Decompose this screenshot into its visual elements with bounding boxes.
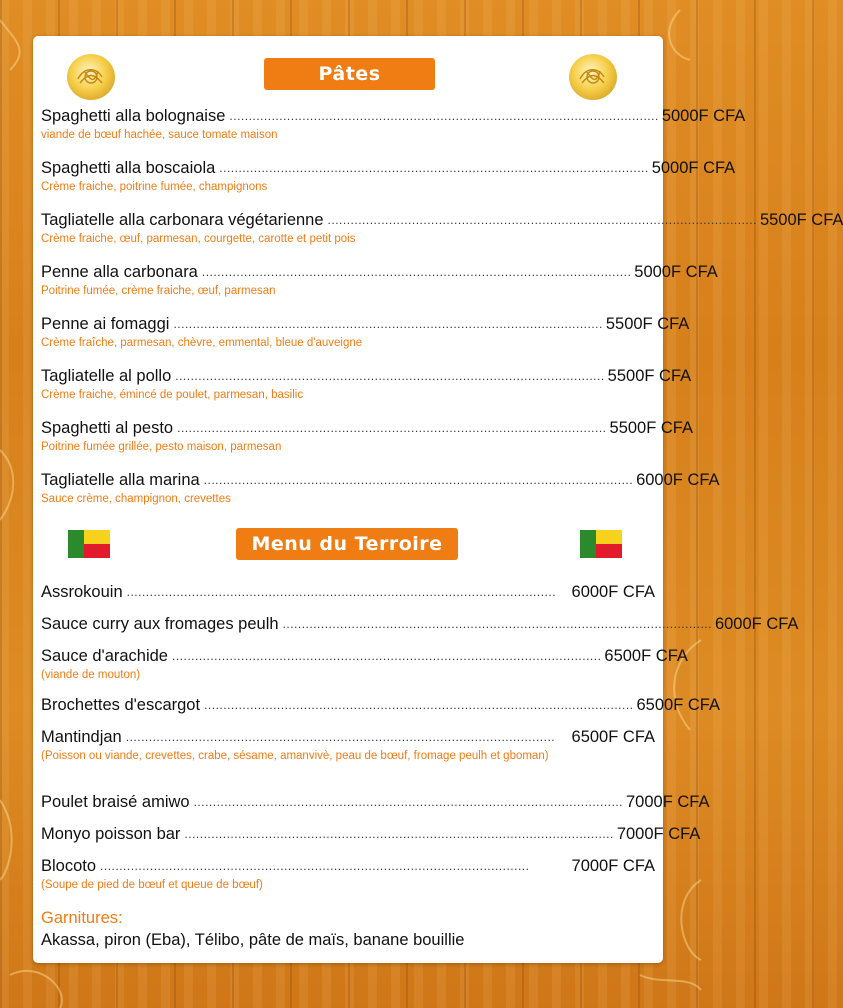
menu-item xyxy=(41,792,710,812)
item-name: Spaghetti alla bolognaise xyxy=(41,107,226,125)
menu-item xyxy=(41,158,736,195)
item-name: Mantindjan xyxy=(41,728,122,746)
item-price: 7000F CFA xyxy=(616,825,701,843)
dot-leader: ................................................................................................................ xyxy=(204,698,634,712)
item-name: Monyo poisson bar xyxy=(41,825,181,843)
item-name: Assrokouin xyxy=(41,583,123,601)
item-description: Crème fraiche, œuf, parmesan, courgette, carotte et petit pois xyxy=(41,233,356,245)
dot-leader: ................................................................................................................ xyxy=(126,585,557,599)
item-name: Tagliatelle alla carbonara végétarienne xyxy=(41,211,324,229)
dot-leader: ................................................................................................................ xyxy=(184,827,614,841)
item-price: 5000F CFA xyxy=(634,263,718,281)
terroir-title: Menu du Terroire xyxy=(236,528,458,560)
menu-card xyxy=(33,36,843,963)
item-price: 5000F CFA xyxy=(651,159,736,177)
item-name: Sauce curry aux fromages peulh xyxy=(41,615,279,633)
dot-leader: ................................................................................................................ xyxy=(327,213,757,227)
item-price: 5500F CFA xyxy=(607,367,692,385)
item-price: 6500F CFA xyxy=(636,696,720,714)
dot-leader: ................................................................................................................ xyxy=(203,473,634,487)
item-price: 7000F CFA xyxy=(571,857,655,875)
item-price: 6500F CFA xyxy=(571,728,655,746)
dot-leader: ................................................................................................................ xyxy=(172,649,602,663)
item-price: 5500F CFA xyxy=(605,315,690,333)
menu-item xyxy=(41,418,693,455)
item-price: 5500F CFA xyxy=(609,419,693,437)
dot-leader: ................................................................................................................ xyxy=(125,730,556,744)
pates-title: Pâtes xyxy=(264,58,435,90)
dot-leader: ................................................................................................................ xyxy=(193,795,623,809)
menu-item xyxy=(41,695,720,715)
dot-leader: ................................................................................................................ xyxy=(229,109,659,123)
menu-item xyxy=(41,210,843,247)
item-name: Sauce d'arachide xyxy=(41,647,168,665)
item-price: 6500F CFA xyxy=(604,647,688,665)
item-description: Sauce crème, champignon, crevettes xyxy=(41,493,231,505)
dot-leader: ................................................................................................................ xyxy=(100,859,530,873)
item-price: 7000F CFA xyxy=(625,793,710,811)
item-price: 6000F CFA xyxy=(571,583,655,601)
terroir-header xyxy=(33,528,663,568)
item-price: 5500F CFA xyxy=(759,211,843,229)
item-name: Tagliatelle alla marina xyxy=(41,471,200,489)
menu-item xyxy=(41,582,655,602)
menu-item xyxy=(41,614,799,634)
item-name: Brochettes d'escargot xyxy=(41,696,201,714)
item-description: Crème fraîche, parmesan, chèvre, emmental, bleue d'auveigne xyxy=(41,337,363,349)
garnitures-text: Akassa, piron (Eba), Télibo, pâte de maïs, banane bouillie xyxy=(41,931,465,949)
benin-flag-icon xyxy=(68,530,110,558)
menu-item xyxy=(41,470,720,507)
dot-leader: ................................................................................................................ xyxy=(201,265,632,279)
item-description: (Poisson ou viande, crevettes, crabe, sésame, amanvivè, peau de bœuf, fromage peulh et gboman) xyxy=(41,750,549,762)
item-price: 5000F CFA xyxy=(661,107,746,125)
garnitures-title: Garnitures: xyxy=(41,909,123,927)
menu-item xyxy=(41,646,688,683)
item-description: Crème fraiche, poitrine fumée, champignons xyxy=(41,181,268,193)
item-description: Crème fraiche, émincé de poulet, parmesan, basilic xyxy=(41,389,304,401)
pasta-logo-icon xyxy=(569,54,617,100)
dot-leader: ................................................................................................................ xyxy=(177,421,607,435)
dot-leader: ................................................................................................................ xyxy=(282,617,712,631)
item-name: Penne ai fomaggi xyxy=(41,315,170,333)
menu-item xyxy=(41,314,690,351)
item-name: Poulet braisé amiwo xyxy=(41,793,190,811)
item-description: Poitrine fumée grillée, pesto maison, parmesan xyxy=(41,441,282,453)
item-description: (viande de mouton) xyxy=(41,669,141,681)
item-name: Blocoto xyxy=(41,857,97,875)
pasta-logo-icon xyxy=(67,54,115,100)
item-description: viande de bœuf hachée, sauce tomate maison xyxy=(41,129,278,141)
menu-item xyxy=(41,856,655,893)
item-name: Tagliatelle al pollo xyxy=(41,367,172,385)
menu-item xyxy=(41,727,655,764)
menu-item xyxy=(41,366,692,403)
item-name: Spaghetti alla boscaiola xyxy=(41,159,216,177)
dot-leader: ................................................................................................................ xyxy=(173,317,603,331)
item-description: Poitrine fumée, crème fraiche, œuf, parmesan xyxy=(41,285,276,297)
menu-item xyxy=(41,262,718,299)
dot-leader: ................................................................................................................ xyxy=(175,369,605,383)
item-price: 6000F CFA xyxy=(636,471,720,489)
item-name: Spaghetti al pesto xyxy=(41,419,174,437)
menu-item xyxy=(41,106,746,143)
pates-header xyxy=(33,58,663,98)
benin-flag-icon xyxy=(580,530,622,558)
dot-leader: ................................................................................................................ xyxy=(219,161,649,175)
menu-item xyxy=(41,824,701,844)
item-name: Penne alla carbonara xyxy=(41,263,198,281)
item-price: 6000F CFA xyxy=(714,615,799,633)
item-description: (Soupe de pied de bœuf et queue de bœuf) xyxy=(41,879,263,891)
